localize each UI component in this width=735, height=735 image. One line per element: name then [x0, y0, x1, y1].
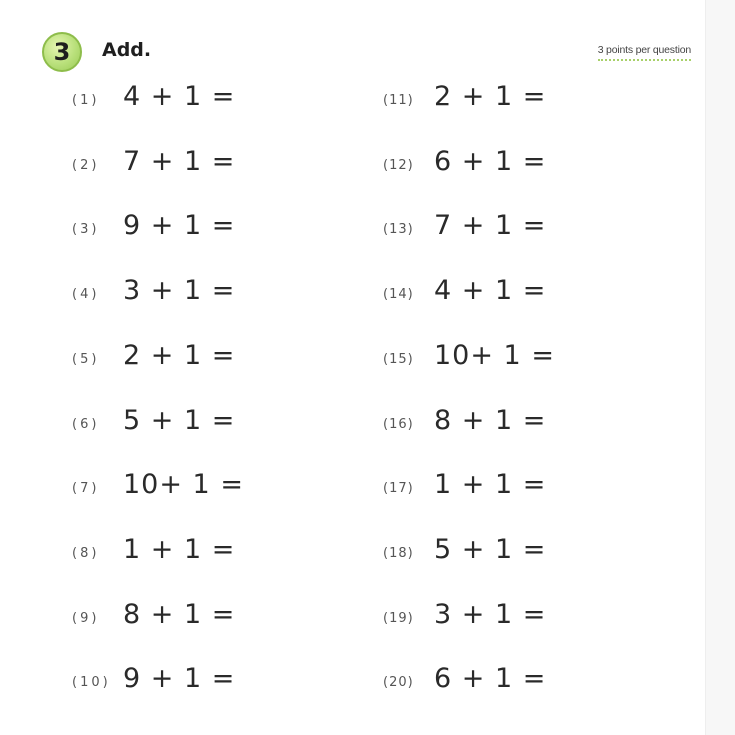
problem-number: (9)	[72, 610, 100, 626]
section-header	[42, 30, 697, 76]
problem-expression: 4 + 1 =	[434, 275, 547, 307]
problem-number: (20)	[383, 675, 414, 691]
problem-item	[0, 146, 700, 186]
problem-expression: 8 + 1 =	[434, 404, 547, 436]
problem-expression: 10+ 1 =	[434, 339, 555, 371]
problem-expression: 9 + 1 =	[123, 210, 236, 242]
problem-number: (8)	[72, 545, 100, 561]
problem-number: (13)	[383, 222, 414, 238]
problem-item	[0, 469, 700, 509]
section-title: Add.	[102, 39, 152, 61]
problem-expression: 3 + 1 =	[434, 598, 547, 630]
problem-expression: 7 + 1 =	[434, 210, 547, 242]
problem-expression: 8 + 1 =	[123, 598, 236, 630]
problem-number: (17)	[383, 481, 414, 497]
problem-expression: 9 + 1 =	[123, 663, 236, 695]
problem-item	[0, 405, 700, 445]
problem-expression: 6 + 1 =	[434, 145, 547, 177]
problem-number: (1)	[72, 93, 100, 108]
problem-expression: 5 + 1 =	[123, 404, 236, 436]
problem-item	[0, 340, 700, 380]
problem-number: (12)	[383, 157, 414, 173]
problem-item	[0, 534, 700, 574]
points-per-question-note: 3 points per question	[598, 44, 691, 61]
problem-number: (4)	[72, 287, 100, 303]
problem-expression: 6 + 1 =	[434, 663, 547, 695]
problem-item	[0, 210, 700, 250]
problem-expression: 10+ 1 =	[123, 469, 244, 501]
problem-number: (14)	[383, 287, 414, 303]
problem-number: (18)	[383, 545, 414, 561]
problem-number: (7)	[72, 481, 100, 497]
problem-item	[0, 663, 700, 703]
problem-expression: 2 + 1 =	[123, 339, 236, 371]
problem-number: (15)	[383, 351, 414, 367]
problem-number: (2)	[72, 157, 100, 173]
problem-number: (10)	[72, 675, 111, 691]
problem-item	[0, 275, 700, 315]
problem-expression: 3 + 1 =	[123, 275, 236, 307]
problem-number: (19)	[383, 610, 414, 626]
problem-number: (3)	[72, 222, 100, 238]
problem-number: (6)	[72, 416, 100, 432]
section-number-badge: 3	[42, 32, 82, 72]
problem-expression: 1 + 1 =	[123, 533, 236, 565]
problem-expression: 7 + 1 =	[123, 145, 236, 177]
problem-item	[0, 81, 700, 121]
problem-expression: 5 + 1 =	[434, 533, 547, 565]
problem-item	[0, 599, 700, 639]
problem-expression: 2 + 1 =	[434, 81, 547, 112]
problem-number: (16)	[383, 416, 414, 432]
problem-expression: 4 + 1 =	[123, 81, 236, 112]
problem-number: (5)	[72, 351, 100, 367]
problem-expression: 1 + 1 =	[434, 469, 547, 501]
page-edge	[705, 0, 735, 735]
problem-number: (11)	[383, 93, 414, 108]
